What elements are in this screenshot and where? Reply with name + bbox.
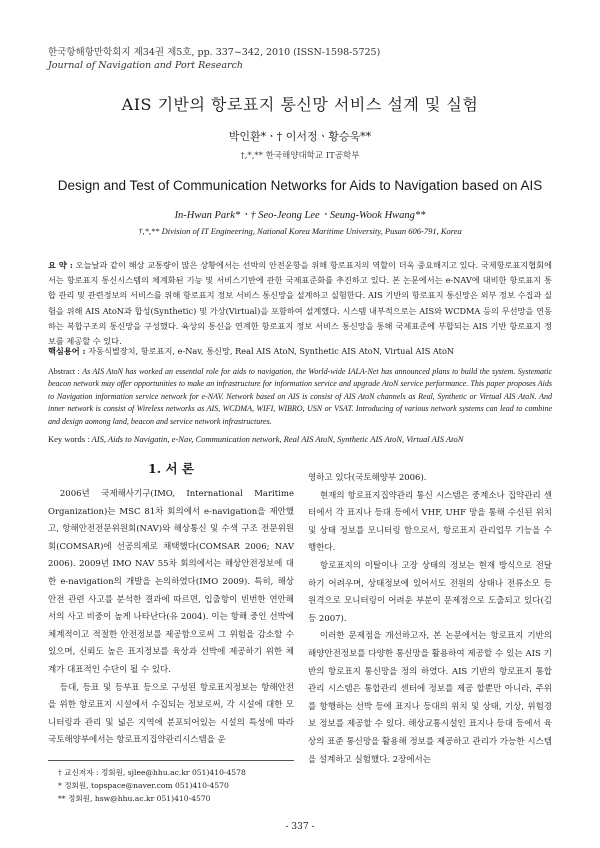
- paragraph: 항로표지의 이탈이나 고장 상태의 정보는 현재 방식으로 전달하기 어려우며, 상태정보에 있어서도 전원의 상태나 전류소모 등 원격으로 모니터링이 어려운 부분이 문제점으로 도출되고 있다(김 등 2007).: [308, 560, 552, 624]
- keywords-korean-label: 핵심용어 :: [48, 346, 86, 356]
- journal-header: [48, 46, 380, 72]
- paragraph: 등대, 등표 및 등부표 등으로 구성된 항로표지정보는 항해안전을 위한 항로표지 시설에서 수집되는 정보로써, 각 시설에 대한 모니터링과 관리 및 넓은 지역에 분포되어있는 시설의 특성에 따라 국토해양부에서는 항로표지집약관리시스템을 운: [48, 682, 294, 746]
- affiliation-english: †,*,** Division of IT Engineering, National Korea Maritime University, Pusan 606-791, Korea: [138, 226, 462, 236]
- keywords-korean-text: 자동식별장치, 항로표지, e-Nav, 통신망, Real AIS AtoN, Synthetic AIS AtoN, Virtual AIS AtoN: [88, 346, 455, 356]
- footnote-author-1: * 정회원, topspace@naver.com 051)410-4570: [58, 781, 229, 790]
- authors-english: In-Hwan Park*ㆍ† Seo-Jeong LeeㆍSeung-Wook Hwang**: [174, 210, 426, 221]
- paragraph: 현재의 항로표지집약관리 통신 시스템은 중계소나 집약관리 센터에서 각 표지나 등대 등에서 VHF, UHF 망을 통해 수신된 위치 및 상태 정보를 모니터링 함으로서, 항로표지 관리업무 기능을 수행한다.: [308, 490, 552, 554]
- paragraph: 영하고 있다(국토해양부 2006).: [308, 473, 427, 483]
- footnote-divider: [48, 760, 294, 761]
- paragraph: 2006년 국제해사기구(IMO, International Maritime Organization)는 MSC 81차 회의에서 e-navigation을 제안했고, 항해안전전문위원회(NAV)와 해상통신 및 수색 구조 전문위원회(COMSAR)에 선공의제로 채택했다(COMSAR 2006; NAV 2006). 2009년 IMO NAV 55차 회의에서는 해상안전정보에 대한 e-navigation의 개발을 논의하였다(IMO 2009). 특히, 해상 안전 관련 사고를 분석한 결과에 따르면, 입출항이 빈번한 연안해서의 사고 비중이 높게 나타난다(유 2004). 이는 항해 중인 선박에 체계적이고 적절한 안전정보를 제공함으로써 그 위험을 감소할 수 있으며, 신뢰도 높은 표지정보를 육상과 선박에 제공하기 위한 체계가 대표적인 수단이 될 수 있다.: [48, 489, 294, 675]
- abstract-english-label: Abstract :: [48, 367, 80, 376]
- keywords-korean: [48, 346, 552, 357]
- abstract-english: [48, 366, 552, 428]
- journal-citation: 한국항해항만학회지 제34권 제5호, pp. 337~342, 2010 (ISSN-1598-5725): [48, 47, 381, 58]
- authors-korean: 박인환*ㆍ† 이서정ㆍ황승욱**: [228, 130, 372, 143]
- journal-name: Journal of Navigation and Port Research: [48, 60, 244, 71]
- footnote-corresponding-author: † 교신저자 : 정회원, sjlee@hhu.ac.kr 051)410-4578: [58, 768, 246, 777]
- abstract-korean: [48, 258, 552, 349]
- body-right-column: [308, 470, 552, 769]
- paper-title-english: Design and Test of Communication Networks for Aids to Navigation based on AIS: [57, 178, 543, 193]
- footnotes: [58, 766, 246, 805]
- abstract-english-text: As AIS AtoN has worked an essential role for aids to navigation, the World-wide IALA-Net has announced plans to build the system. Systematic beacon network may offer opportunities to make an infrastructure for information service and upgrade AtoN service performance. This paper proposes Aids to Navigation information service network for e-NAV. Network based on AIS is consist of AIS AtoN channels as Real, Synthetic or Virtual AIS AtoN. And inner network is consist of Wireless networks as AIS, WCDMA, WIFI, WIBRO, USN or VSAT. Introducing of various network systems can lead to combine and design aomong land, beacon and service network infrastructures.: [48, 367, 553, 426]
- paragraph: 이러한 문제점을 개선하고자, 본 논문에서는 항로표지 기반의 해양안전정보를 다양한 통신망을 활용하여 제공할 수 있는 AIS 기반의 항로표지 통신망을 정의 하였다. AIS 기반의 항로표지 통합관리 시스템은 통합관리 센터에 정보를 제공 할뿐만 아니라, 주위를 항행하는 선박 등에 표지나 등대의 위치 및 상태, 기상, 위험경보 정보를 제공할 수 있다. 해상교통시설인 표지나 등대 등에서 육상의 표준 통신망을 활용해 정보를 제공하고 관리가 가능한 시스템을 설계하고 실험했다. 2장에서는: [308, 631, 552, 765]
- affiliation-korean: †,*,** 한국해양대학교 IT공학부: [240, 151, 360, 161]
- keywords-english: [48, 434, 552, 444]
- section-heading-introduction: 1. 서 론: [148, 461, 194, 476]
- abstract-korean-text: 오늘날과 같이 해상 교통량이 많은 상황에서는 선박의 안전운항을 위해 항로표지의 역할이 더욱 중요해지고 있다. 국제항로표지협회에서는 항로표지 통신시스템의 체계화된 기능 및 서비스기반에 관한 국제표준화를 추진하고 있다. 본 논문에서는 e-NAV에 대비한 항로표지 통합 관리 및 관련정보의 서비스를 위해 항로표지 정보 서비스 통신망을 설계하고 실험한다. AIS 기반의 항로표지 통신망은 외부 정보 수집과 실험을 위해 AIS AtoN과 합성(Synthetic) 및 가상(Virtual)을 포함하여 설계했다. 시스템 내부적으로는 AIS와 WCDMA 등의 무선망을 연동하는 복합구조의 통신망을 구성했다. 육상의 통신을 연계한 항로표지 정보 서비스 통신망을 통해 국제표준에 부합되는 AIS 기반 항로표지 정보를 제공할 수 있다.: [48, 260, 553, 347]
- abstract-korean-label: 요 약 :: [48, 260, 73, 270]
- keywords-english-text: AIS, Aids to Navigatin, e-Nav, Communication network, Real AIS AtoN, Synthetic AIS AtoN, Virtual AIS AtoN: [91, 434, 464, 444]
- footnote-author-2: ** 정회원, hsw@hhu.ac.kr 051)410-4570: [58, 794, 211, 803]
- page-number: - 337 -: [285, 822, 315, 832]
- paper-title-korean: AIS 기반의 항로표지 통신망 서비스 설계 및 실험: [121, 95, 479, 114]
- keywords-english-label: Key words :: [48, 434, 90, 444]
- body-left-column: [48, 486, 294, 750]
